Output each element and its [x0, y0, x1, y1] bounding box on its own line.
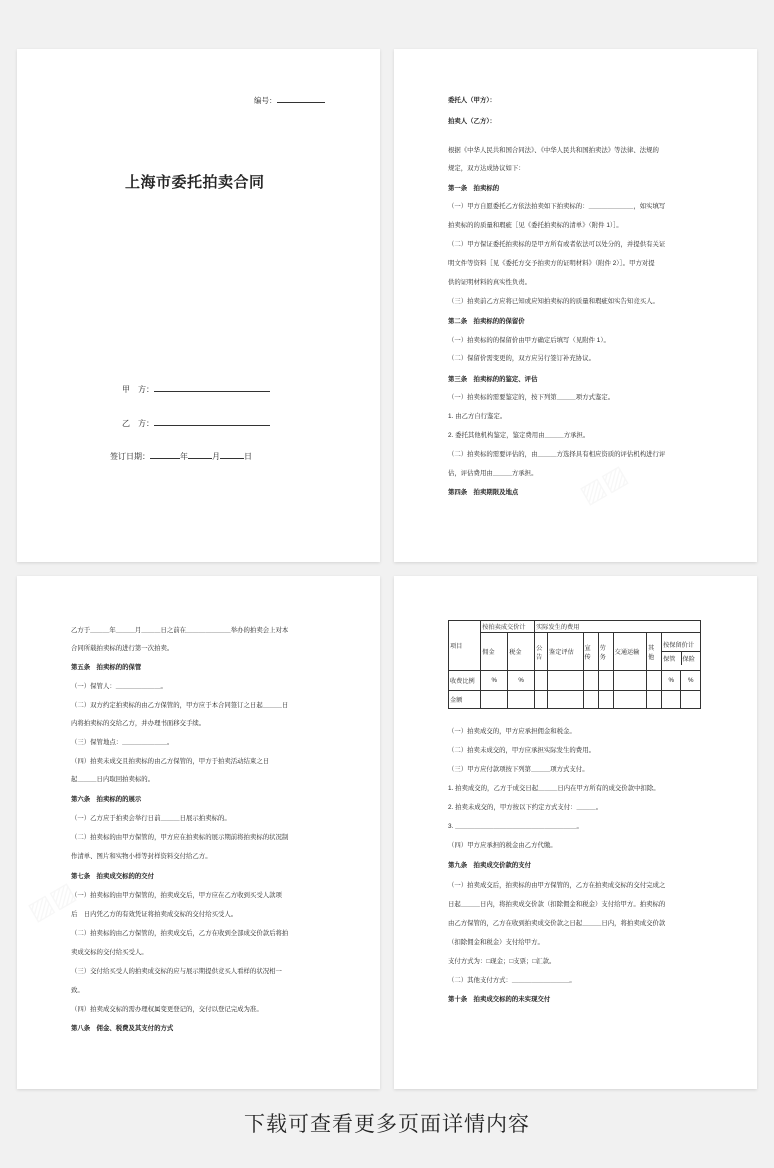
paragraph-line: （二）拍卖标的由乙方保管的，拍卖成交后，乙方在收到全部成交价款后将拍	[71, 930, 289, 937]
paragraph-line: 2. 委托其他机构鉴定，鉴定费用由＿＿＿方承担。	[448, 432, 590, 439]
paragraph-line: 1. 由乙方自行鉴定。	[448, 413, 507, 420]
paragraph-line: （三）甲方应付款项按下列第＿＿＿项方式支付。	[448, 766, 589, 773]
paragraph-line: （四）拍卖成交标的需办理权属变更登记的，交付以登记完成为准。	[71, 1006, 263, 1013]
paragraph-line: 起＿＿＿日内取回拍卖标的。	[71, 776, 155, 783]
table-header-storage: 保管	[662, 652, 681, 665]
table-header-labor: 劳务	[598, 633, 613, 671]
paragraph-line: （四）甲方应承担的税金由乙方代缴。	[448, 842, 557, 849]
party-b-field: 乙 方：	[122, 417, 270, 429]
table-row-fee-ratio: 收费比例	[449, 671, 481, 691]
table-header-item: 项目	[449, 621, 481, 671]
paragraph-line: （一）拍卖成交后，拍卖标的由甲方保管的，乙方在拍卖成交标的交付完成之	[448, 882, 666, 889]
paragraph-line: （一）乙方应于拍卖会举行日前＿＿＿日展示拍卖标的。	[71, 815, 231, 822]
table-header-notary: 公告	[535, 633, 548, 671]
contract-page-3	[17, 576, 380, 1089]
paragraph-line: （一）拍卖标的的保留价由甲方确定后填写（见附件 1）。	[448, 337, 610, 344]
article-heading: 第七条 拍卖成交标的的交付	[71, 873, 155, 880]
article-heading: 第三条 拍卖标的的鉴定、评估	[448, 376, 538, 383]
paragraph-line: 致。	[71, 987, 84, 994]
paragraph-line: （三）交付给买受人的拍卖成交标的应与展示期提供竞买人看样的状况相一	[71, 968, 282, 975]
paragraph-line: （扣除佣金和税金）支付给甲方。	[448, 939, 544, 946]
paragraph-line: 拍卖人（乙方）：	[448, 118, 496, 125]
table-header-transport: 交通运输	[613, 633, 646, 671]
paragraph-line: （二）拍卖标的由甲方保管的，甲方应在拍卖标的展示期前将拍卖标的状况制	[71, 834, 289, 841]
table-header-actual: 实际发生的费用	[535, 621, 701, 633]
paragraph-line: 由乙方保管的，乙方在收到拍卖成交价款之日起＿＿＿日内，将拍卖成交价款	[448, 920, 666, 927]
fee-table: 项目 按拍卖成交价计 实际发生的费用 佣金 税金 公告 鉴定评估 宣传 劳务 交通运输 其他 按保留价计 保管 保险 收费比例 % % % % 金额	[448, 620, 701, 709]
paragraph-line: 合同所载拍卖标的进行第一次拍卖。	[71, 645, 174, 652]
document-title: 上海市委托拍卖合同	[125, 174, 265, 191]
paragraph-line: （三）保管地点：＿＿＿＿＿＿＿。	[71, 739, 174, 746]
table-header-commission: 佣金	[481, 633, 508, 671]
download-caption: 下载可查看更多页面详情内容	[244, 1113, 530, 1136]
article-heading: 第一条 拍卖标的	[448, 185, 500, 192]
paragraph-line: 估，评估费用由＿＿＿方承担。	[448, 470, 538, 477]
watermark	[23, 876, 81, 927]
article-heading: 第五条 拍卖标的的保管	[71, 664, 142, 671]
paragraph-line: （二）甲方保证委托拍卖标的是甲方所有或者依法可以处分的，并提供有关证	[448, 241, 666, 248]
paragraph-line: （三）拍卖前乙方应将已知或应知拍卖标的的质量和瑕疵如实告知竞买人。	[448, 298, 659, 305]
paragraph-line: （一）拍卖成交的，甲方应承担佣金和税金。	[448, 728, 576, 735]
table-header-appraisal: 鉴定评估	[548, 633, 584, 671]
contract-number: 编号：	[254, 94, 325, 106]
paragraph-line: 日起＿＿＿日内，将拍卖成交价款（扣除佣金和税金）支付给甲方。拍卖标的	[448, 901, 666, 908]
table-header-other: 其他	[647, 633, 662, 671]
paragraph-line: 根据《中华人民共和国合同法》、《中华人民共和国拍卖法》等法律、法规的	[448, 147, 659, 154]
paragraph-line: 2. 拍卖未成交的，甲方按以下约定方式支付：＿＿＿。	[448, 804, 603, 811]
paragraph-line: 规定，双方达成协议如下：	[448, 165, 525, 172]
paragraph-line: （二）拍卖未成交的，甲方应承担实际发生的费用。	[448, 747, 595, 754]
table-header-publicity: 宣传	[583, 633, 598, 671]
table-header-tax: 税金	[508, 633, 535, 671]
paragraph-line: 拍卖标的的质量和瑕疵［见《委托拍卖标的清单》（附件 1）］。	[448, 222, 623, 229]
paragraph-line: 1. 拍卖成交的，乙方于成交日起＿＿＿日内在甲方所有的成交价款中扣除。	[448, 785, 660, 792]
article-heading: 第十条 拍卖成交标的的未实现交付	[448, 996, 551, 1003]
contract-page-2	[394, 49, 757, 562]
article-heading: 第四条 拍卖期限及地点	[448, 489, 519, 496]
paragraph-line: （二）拍卖标的需要评估的，由＿＿＿方选择具有相应资质的评估机构进行评	[448, 451, 666, 458]
paragraph-line: （二）保留价需变更的，双方应另行签订补充协议。	[448, 355, 595, 362]
paragraph-line: 委托人（甲方）：	[448, 97, 496, 104]
contract-page-4	[394, 576, 757, 1089]
paragraph-line: 内将拍卖标的交给乙方，并办理书面移交手续。	[71, 720, 206, 727]
paragraph-line: （一）保管人：＿＿＿＿＿＿＿。	[71, 683, 167, 690]
paragraph-line: （一）拍卖标的由甲方保管的，拍卖成交后，甲方应在乙方收到买受人款项	[71, 892, 282, 899]
paragraph-line: 3. ＿＿＿＿＿＿＿＿＿＿＿＿＿＿＿＿＿＿＿。	[448, 823, 583, 830]
paragraph-line: （一）拍卖标的需要鉴定的，按下列第＿＿＿项方式鉴定。	[448, 394, 615, 401]
paragraph-line: 支付方式为：□现金；□支票；□汇款。	[448, 958, 556, 965]
article-heading: 第二条 拍卖标的的保留价	[448, 318, 525, 325]
article-heading: 第六条 拍卖标的的展示	[71, 796, 142, 803]
party-a-field: 甲 方：	[122, 383, 270, 395]
paragraph-line: （四）拍卖未成交且拍卖标的由乙方保管的，甲方于拍卖活动结束之日	[71, 758, 270, 765]
paragraph-line: 后 日内凭乙方的有效凭证将拍卖成交标的交付给买受人。	[71, 911, 238, 918]
paragraph-line: 供的证明材料的真实性负责。	[448, 279, 532, 286]
cover-page	[17, 49, 380, 562]
paragraph-line: 卖成交标的交付给买受人。	[71, 949, 148, 956]
table-header-by-reserve: 按保留价计	[662, 638, 700, 652]
paragraph-line: 作清单、图片和实物小样等封样资料交付给乙方。	[71, 853, 212, 860]
paragraph-line: （二）其他支付方式：＿＿＿＿＿＿＿＿＿。	[448, 977, 576, 984]
paragraph-line: （二）双方约定拍卖标的由乙方保管的，甲方应于本合同签订之日起＿＿＿日	[71, 702, 289, 709]
sign-date-field: 签订日期： 年 月 日	[110, 452, 252, 461]
paragraph-line: （一）甲方自愿委托乙方依法拍卖如下拍卖标的：＿＿＿＿＿＿＿，如实填写	[448, 203, 666, 210]
article-heading: 第八条 佣金、税费及其支付的方式	[71, 1025, 174, 1032]
article-heading: 第九条 拍卖成交价款的支付	[448, 862, 532, 869]
paragraph-line: 乙方于＿＿＿年＿＿＿月＿＿＿日之前在＿＿＿＿＿＿＿举办的拍卖会上对本	[71, 627, 289, 634]
table-row-amount: 金额	[449, 691, 481, 709]
paragraph-line: 明文件等资料［见《委托方交予拍卖方的证明材料》（附件 2）］。甲方对提	[448, 260, 655, 267]
table-header-by-price: 按拍卖成交价计	[481, 621, 535, 633]
watermark	[575, 459, 633, 510]
table-header-reserve-group	[662, 633, 701, 671]
table-header-insurance: 保险	[682, 656, 695, 663]
